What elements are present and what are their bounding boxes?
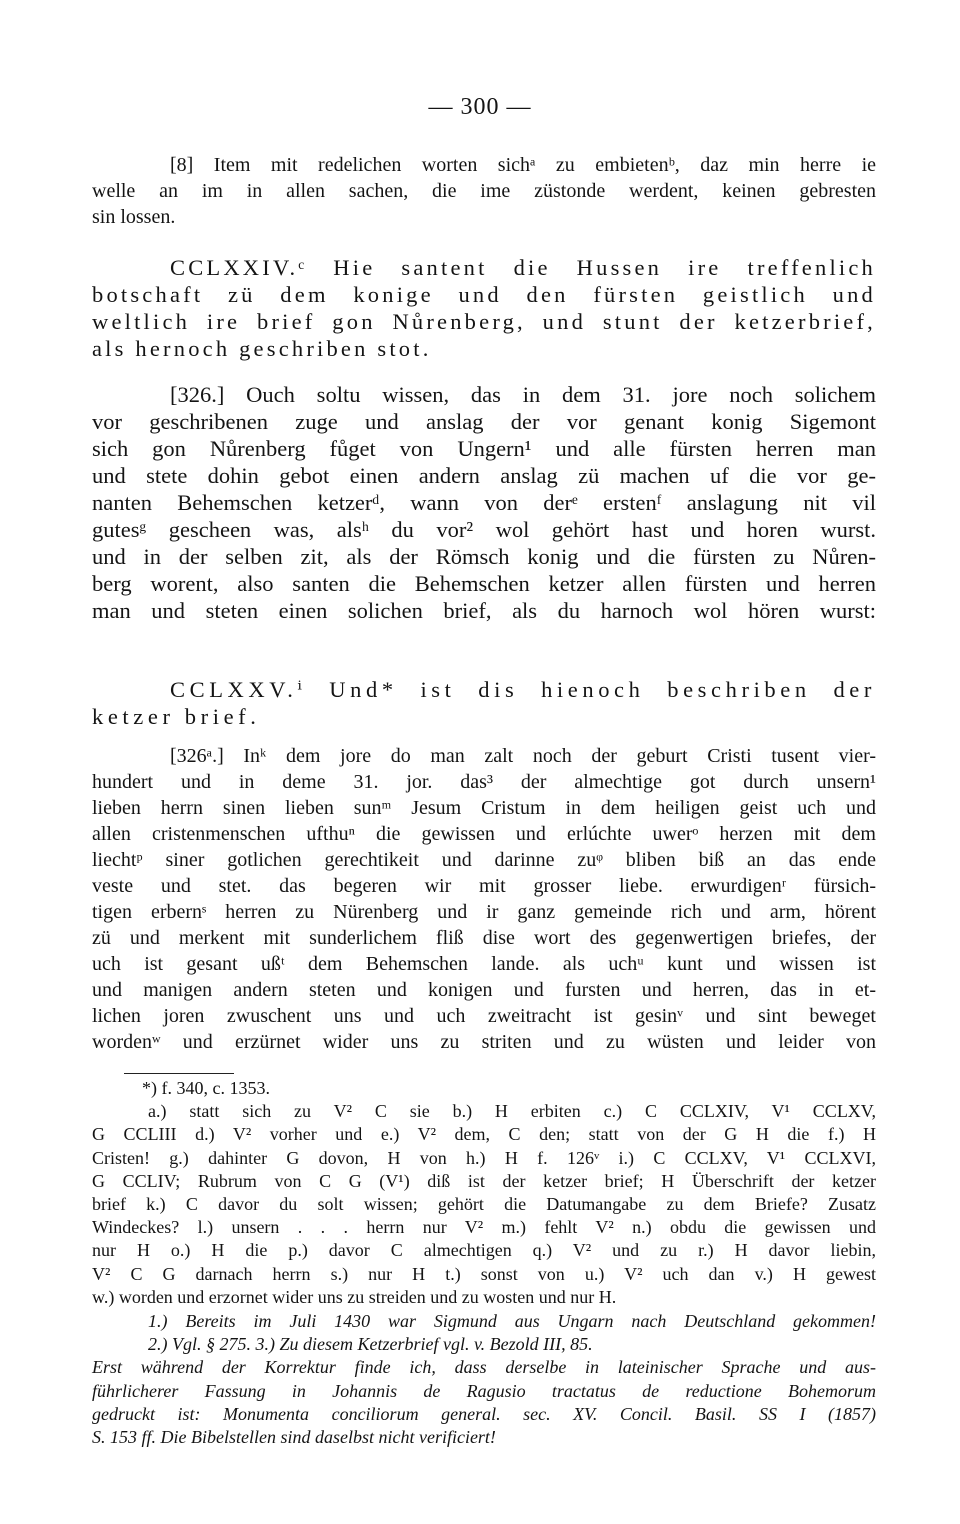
note-line: führlicherer Fassung in Johannis de Ragusio tractatus de reductione Bohemorum bbox=[92, 1380, 876, 1401]
note-line: 2.) Vgl. § 275. 3.) Zu diesem Ketzerbrief vgl. v. Bezold III, 85. bbox=[148, 1334, 593, 1355]
text-line: man und steten einen solichen brief, als du harnoch wol hören wurst: bbox=[92, 598, 876, 623]
footnote-line: *) f. 340, c. 1353. bbox=[142, 1078, 270, 1098]
text-line: nanten Behemschen ketzerᵈ, wann von derᵉ erstenᶠ anslagung nit vil bbox=[92, 490, 876, 515]
text-line: sich gon Nůrenberg fůget von Ungern¹ und alle fürsten herren man bbox=[92, 436, 876, 461]
text-line: botschaft zü dem konige und den fürsten geistlich und bbox=[92, 282, 876, 307]
footnote-rule bbox=[124, 1073, 234, 1074]
text-line: vor geschribenen zuge und anslag der vor genant konig Sigemont bbox=[92, 409, 876, 434]
text-line: liechtᵖ siner gotlichen gerechtikeit und darinne zuᵠ bliben biß an das ende bbox=[92, 849, 876, 871]
footnote-line: Windeckes? l.) unsern . . . herrn nur V² m.) fehlt V² n.) obdu die gewissen und bbox=[92, 1217, 876, 1238]
text-line: welle an im in allen sachen, die ime züstonde werdent, keinen gebresten bbox=[92, 180, 876, 202]
text-line: [326.] Ouch soltu wissen, das in dem 31. jore noch solichem bbox=[170, 382, 876, 407]
footnote-line: nur H o.) H die p.) davor C almechtigen q.) V² und zu r.) H davor liebin, bbox=[92, 1240, 876, 1261]
note-line: Erst während der Korrektur finde ich, dass derselbe in lateinischer Sprache und aus- bbox=[92, 1357, 876, 1378]
text-line: sin lossen. bbox=[92, 206, 176, 228]
text-line: [326ᵃ.] Inᵏ dem jore do man zalt noch der geburt Cristi tusent vier- bbox=[170, 745, 876, 767]
chapter-heading-275 bbox=[92, 675, 876, 729]
text-line: lichen joren zwuschent uns und uch zweitracht ist gesinᵛ und sint beweget bbox=[92, 1005, 876, 1027]
text-line: veste und stet. das begeren wir mit grosser liebe. erwurdigenʳ fürsich- bbox=[92, 875, 876, 897]
page-number: — 300 — bbox=[428, 94, 532, 120]
text-line: wordenʷ und erzürnet wider uns zu striten und zu wüsten und leider von bbox=[92, 1031, 876, 1053]
text-line: uch ist gesant ußᵗ dem Behemschen lande. als uchᵘ kunt und wissen ist bbox=[92, 953, 876, 975]
footnote-line: V² C G darnach herrn s.) nur H t.) sonst von u.) V² uch dan v.) H gewest bbox=[92, 1263, 876, 1284]
note-line: 1.) Bereits im Juli 1430 war Sigmund aus Ungarn nach Deutschland gekommen! bbox=[148, 1311, 876, 1331]
text-line: und in der selben zit, als der Römsch konig und die fürsten zu Nůren- bbox=[92, 544, 876, 569]
footnote-line: G CCLIV; Rubrum von C G (V¹) diß ist der ketzer brief; H Überschrift der ketzer bbox=[92, 1170, 876, 1191]
text-line: lieben herrn sinen lieben sunᵐ Jesum Cristum in dem heiligen geist uch und bbox=[92, 797, 876, 819]
footnote-line: w.) worden und erzornet wider uns zu streiden und zu wosten und nur H. bbox=[92, 1286, 617, 1307]
paragraph-326a bbox=[92, 743, 876, 1055]
text-line: CCLXXV.ⁱ Und* ist dis hienoch beschriben der bbox=[170, 677, 876, 702]
text-line: und manigen andern steten und konigen und fursten und herren, das in et- bbox=[92, 979, 876, 1001]
historical-notes bbox=[92, 1310, 876, 1449]
text-line: [8] Item mit redelichen worten sichᵃ zu embietenᵇ, daz min herre ie bbox=[170, 154, 876, 176]
text-line: hundert und in deme 31. jor. das³ der almechtige got durch unsern¹ bbox=[92, 771, 876, 793]
paragraph-8 bbox=[92, 152, 876, 230]
critical-apparatus bbox=[92, 1077, 876, 1309]
chapter-heading-274 bbox=[92, 253, 876, 361]
footnote-line: a.) statt sich zu V² C sie b.) H erbiten c.) C CCLXIV, V¹ CCLXV, bbox=[148, 1101, 876, 1122]
footnote-line: brief k.) C davor du solt wissen; gehört die Datumangabe zu dem Briefe? Zusatz bbox=[92, 1193, 876, 1214]
text-line: und stete dohin gebot einen andern anslag zü machen uf die vor ge- bbox=[92, 463, 876, 488]
text-line: CCLXXIV.ᶜ Hie santent die Hussen ire treffenlich bbox=[170, 255, 876, 280]
note-line: gedruckt ist: Monumenta conciliorum general. sec. XV. Concil. Basil. SS I (1857) bbox=[92, 1403, 876, 1424]
text-line: als hernoch geschriben stot. bbox=[92, 336, 432, 361]
note-line: S. 153 ff. Die Bibelstellen sind daselbst nicht verificiert! bbox=[92, 1426, 496, 1447]
text-line: berg worent, also santen die Behemschen ketzer allen fürsten und herren bbox=[92, 571, 876, 596]
footnote-line: Cristen! g.) dahinter G dovon, H von h.) H f. 126ᵛ i.) C CCLXV, V¹ CCLXVI, bbox=[92, 1147, 876, 1168]
text-line: zü und merkent mit sunderlichem fliß dise wort des gegenwertigen briefes, der bbox=[92, 927, 876, 949]
text-line: tigen erbernˢ herren zu Nürenberg und ir ganz gemeinde rich und arm, hörent bbox=[92, 901, 876, 923]
text-line: allen cristenmenschen ufthuⁿ die gewissen und erlúchte uwerᵒ herzen mit dem bbox=[92, 823, 876, 845]
footnote-line: G CCLIII d.) V² vorher und e.) V² dem, C den; statt von der G H die f.) H bbox=[92, 1124, 876, 1145]
text-line: weltlich ire brief gon Nůrenberg, und stunt der ketzerbrief, bbox=[92, 309, 876, 334]
paragraph-326 bbox=[92, 380, 876, 623]
text-line: ketzer brief. bbox=[92, 704, 261, 729]
text-line: gutesᵍ gescheen was, alsʰ du vor² wol gehört hast und horen wurst. bbox=[92, 517, 876, 542]
